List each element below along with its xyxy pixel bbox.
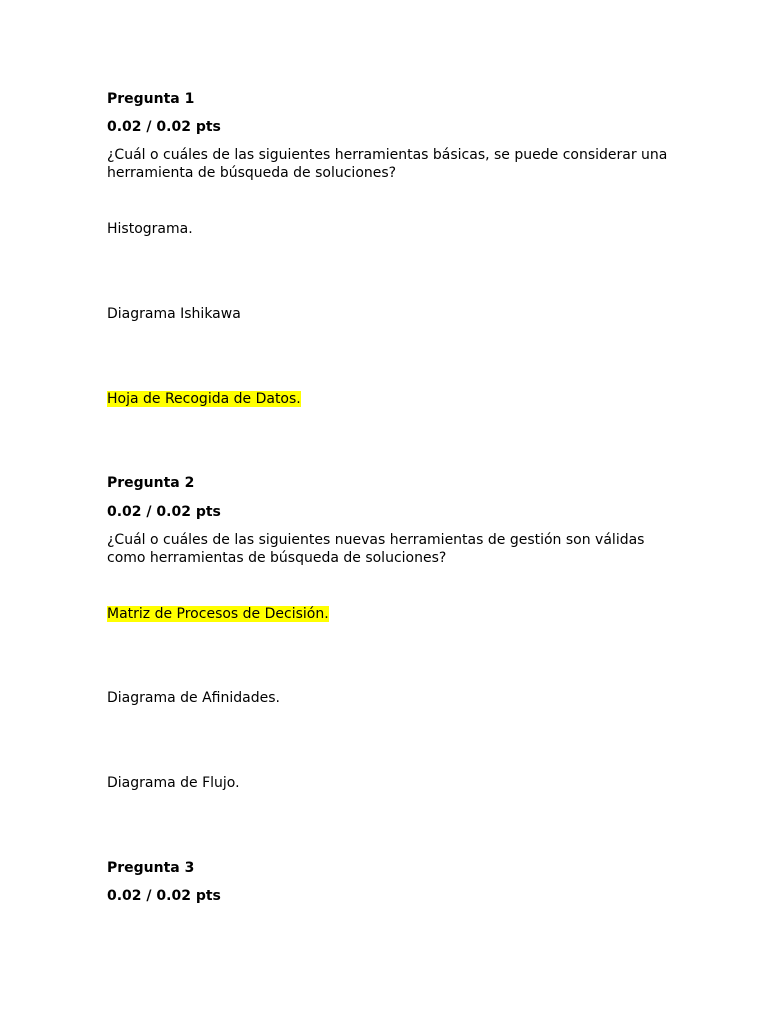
option-label: Diagrama de Afinidades. xyxy=(107,690,280,706)
question-2-title: Pregunta 2 xyxy=(107,475,195,491)
question-1-option-1 xyxy=(107,220,193,238)
question-1-points: 0.02 / 0.02 pts xyxy=(107,119,221,135)
question-1-title: Pregunta 1 xyxy=(107,91,195,107)
option-label: Diagrama Ishikawa xyxy=(107,306,241,322)
question-2-option-3 xyxy=(107,774,240,792)
question-1-option-2 xyxy=(107,305,241,323)
question-1-text: ¿Cuál o cuáles de las siguientes herramientas básicas, se puede considerar una herramienta de búsqueda de soluciones? xyxy=(107,147,668,181)
option-label-highlighted: Matriz de Procesos de Decisión. xyxy=(107,606,329,622)
question-1-option-3 xyxy=(107,390,301,408)
question-2-text: ¿Cuál o cuáles de las siguientes nuevas herramientas de gestión son válidas como herramientas de búsqueda de soluciones? xyxy=(107,532,645,566)
question-3-points: 0.02 / 0.02 pts xyxy=(107,888,221,904)
question-3-title: Pregunta 3 xyxy=(107,860,195,876)
question-2-points: 0.02 / 0.02 pts xyxy=(107,504,221,520)
question-2-option-2 xyxy=(107,689,280,707)
question-2-option-1 xyxy=(107,605,329,623)
option-label: Diagrama de Flujo. xyxy=(107,775,240,791)
option-label: Histograma. xyxy=(107,221,193,237)
option-label-highlighted: Hoja de Recogida de Datos. xyxy=(107,391,301,407)
